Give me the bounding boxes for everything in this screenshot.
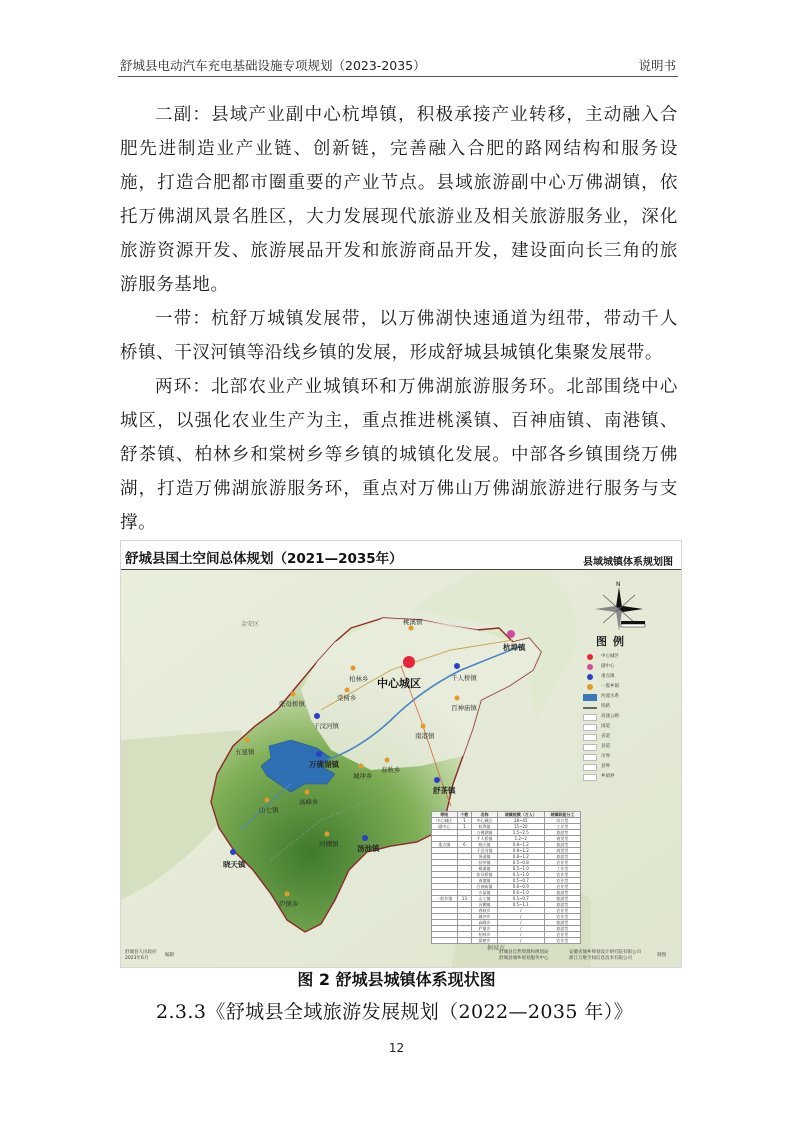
table-header-cell: 个数 bbox=[457, 812, 472, 818]
marker-wufoshan bbox=[245, 738, 250, 743]
legend-item bbox=[581, 733, 645, 742]
footer-left-line2: 2023年6月 bbox=[125, 956, 149, 961]
table-cell: 棠树乡 bbox=[472, 938, 498, 944]
paragraph-two-rings: 两环：北部农业产业城镇环和万佛湖旅游服务环。北部围绕中心城区，以强化农业生产为主，重点推进桃溪镇、百神庙镇、南港镇、舒茶镇、柏林乡和棠树乡等乡镇的城镇化发展。中部各乡镇围绕万佛湖，打造万佛湖旅游服务环，重点对万佛山万佛湖旅游进行服务与支撑。 bbox=[120, 377, 678, 533]
legend-item bbox=[581, 653, 645, 662]
footer-left-extra: 编制 bbox=[165, 953, 174, 958]
table-cell: 1.5~2.5 bbox=[497, 830, 544, 836]
label-nangang: 南港镇 bbox=[415, 732, 435, 740]
table-cell: 南港镇 bbox=[472, 878, 498, 884]
table-cell: 旅游型 bbox=[544, 902, 580, 908]
marker-wanfohu bbox=[316, 751, 322, 757]
legend-item bbox=[581, 763, 645, 772]
marker-tangshu bbox=[345, 688, 350, 693]
table-cell: 万佛湖镇 bbox=[472, 830, 498, 836]
table-cell: 农业型 bbox=[544, 872, 580, 878]
legend-label: 副中心 bbox=[601, 664, 615, 669]
table-cell: 重点镇 bbox=[432, 842, 458, 848]
table-cell: 商贸型 bbox=[544, 848, 580, 854]
paragraph-one-belt: 一带：杭舒万城镇发展带，以万佛湖快速通道为纽带，带动千人桥镇、干汊河镇等沿线乡镇的发展，形成舒城县城镇化集聚发展带。 bbox=[120, 309, 678, 363]
marker-tangchi bbox=[362, 835, 368, 841]
legend-item bbox=[581, 773, 645, 782]
table-cell: / bbox=[497, 938, 544, 944]
table-cell: 0.5~0.8 bbox=[497, 860, 544, 866]
table-cell: / bbox=[497, 914, 544, 920]
legend-box-icon bbox=[583, 734, 597, 741]
legend-item bbox=[581, 683, 645, 692]
marker-shanqi bbox=[265, 798, 270, 803]
legend-label: 铁路 bbox=[601, 704, 610, 709]
legend-label: 国道 bbox=[601, 724, 610, 729]
table-cell: 张母桥镇 bbox=[472, 872, 498, 878]
marker-luzhen bbox=[285, 892, 290, 897]
legend-dot-icon bbox=[587, 664, 593, 670]
legend-item bbox=[581, 743, 645, 752]
table-cell: 农业型 bbox=[544, 878, 580, 884]
map-legend bbox=[581, 633, 645, 783]
legend-label: 市界 bbox=[601, 754, 610, 759]
marker-bailin bbox=[351, 666, 356, 671]
table-cell: 综合型 bbox=[544, 818, 580, 824]
table-cell: 百神庙镇 bbox=[472, 884, 498, 890]
table-cell: 农业型 bbox=[544, 938, 580, 944]
table-cell: 0.5~0.7 bbox=[497, 878, 544, 884]
legend-swatch-icon bbox=[583, 694, 597, 701]
table-cell: 旅游型 bbox=[544, 896, 580, 902]
legend-box-icon bbox=[583, 714, 597, 721]
marker-chengguan bbox=[359, 764, 364, 769]
table-cell: 农业型 bbox=[544, 914, 580, 920]
table-cell: 旅游型 bbox=[544, 920, 580, 926]
table-cell: 0.5~1.0 bbox=[497, 866, 544, 872]
table-cell: 旅游型 bbox=[544, 926, 580, 932]
table-cell: 农业型 bbox=[544, 932, 580, 938]
compass-rose-icon bbox=[591, 585, 647, 633]
legend-box-icon bbox=[583, 724, 597, 731]
marker-hangbu bbox=[507, 630, 515, 638]
legend-items bbox=[581, 653, 645, 782]
table-cell: 1 bbox=[457, 818, 472, 824]
table-cell: 干汊河镇 bbox=[472, 848, 498, 854]
section-heading: 2.3.3《舒城县全域旅游发展规划（2022—2035 年）》 bbox=[156, 1001, 633, 1023]
legend-item bbox=[581, 693, 645, 702]
page-number: 12 bbox=[388, 1041, 405, 1055]
table-cell: 0.5~1.1 bbox=[497, 902, 544, 908]
legend-item bbox=[581, 723, 645, 732]
table-cell: 工业型 bbox=[544, 824, 580, 830]
marker-center bbox=[403, 656, 415, 668]
label-bailin: 柏林乡 bbox=[349, 675, 369, 683]
footer-left-line1: 舒城县人民政府 bbox=[125, 950, 157, 955]
marker-shucha bbox=[434, 777, 440, 783]
table-cell: 6 bbox=[457, 842, 472, 848]
marker-chunqiu bbox=[385, 758, 390, 763]
legend-item bbox=[581, 703, 645, 712]
table-cell: 0.5~0.7 bbox=[497, 896, 544, 902]
legend-line-icon bbox=[583, 707, 597, 709]
table-cell: / bbox=[497, 908, 544, 914]
table-cell: 0.8~1.2 bbox=[497, 848, 544, 854]
table-cell: 一般乡镇 bbox=[432, 896, 458, 902]
table-cell: 舒茶镇 bbox=[472, 860, 498, 866]
legend-label: 河流水系 bbox=[601, 694, 619, 699]
table-cell: / bbox=[497, 932, 544, 938]
legend-box-icon bbox=[583, 774, 597, 781]
table-cell: 旅游型 bbox=[544, 842, 580, 848]
table-cell: 庐镇乡 bbox=[472, 926, 498, 932]
marker-hepeng bbox=[325, 832, 330, 837]
map-subtitle: 县域城镇体系规划图 bbox=[583, 557, 673, 568]
table-cell: 五显镇 bbox=[472, 890, 498, 896]
table-cell: 副中心 bbox=[432, 824, 458, 830]
legend-label: 县界 bbox=[601, 764, 610, 769]
footer-right-line3: 安徽省城乡规划设计研究院有限公司 bbox=[569, 950, 641, 955]
table-header-cell: 名称 bbox=[472, 812, 498, 818]
legend-label: 县道 bbox=[601, 744, 610, 749]
label-shucha: 舒茶镇 bbox=[433, 786, 456, 795]
page-header bbox=[120, 56, 676, 74]
table-header-cell: 等级 bbox=[432, 812, 458, 818]
table-cell: 桃溪镇 bbox=[472, 866, 498, 872]
label-hepeng: 河棚镇 bbox=[319, 840, 339, 848]
compass-north-label: N bbox=[616, 581, 621, 588]
table-cell: 河棚镇 bbox=[472, 902, 498, 908]
legend-item bbox=[581, 663, 645, 672]
map-figure bbox=[120, 540, 682, 968]
label-region-se: 桐城市 bbox=[487, 945, 506, 952]
table-cell: 高峰乡 bbox=[472, 920, 498, 926]
label-tangshu: 棠树乡 bbox=[337, 694, 357, 702]
label-region-nw: 金安区 bbox=[241, 621, 260, 628]
table-cell: 农业型 bbox=[544, 860, 580, 866]
table-cell: 旅游型 bbox=[544, 854, 580, 860]
label-hangbu: 杭埠镇 bbox=[503, 643, 526, 652]
table-cell: 13 bbox=[457, 896, 472, 902]
table-cell: 晓天镇 bbox=[472, 842, 498, 848]
legend-label: 一般乡镇 bbox=[601, 684, 619, 689]
label-tangchi: 汤池镇 bbox=[357, 844, 380, 853]
table-cell: 0.6~1.0 bbox=[497, 890, 544, 896]
table-cell: 0.6~0.9 bbox=[497, 884, 544, 890]
marker-ganchahe bbox=[314, 713, 320, 719]
legend-label: 乡镇界 bbox=[601, 774, 615, 779]
table-header-cell: 城镇职能分工 bbox=[544, 812, 580, 818]
label-qianrenqiao: 千人桥镇 bbox=[451, 674, 477, 682]
table-row bbox=[432, 938, 581, 944]
footer-right-line1: 舒城县自然资源和规划局 bbox=[499, 950, 549, 955]
map-title: 舒城县国土空间总体规划（2021—2035年） bbox=[125, 551, 403, 567]
legend-label: 中心城区 bbox=[601, 654, 619, 659]
table-cell: 柏林乡 bbox=[472, 932, 498, 938]
header-title: 舒城县电动汽车充电基础设施专项规划（2023-2035） bbox=[120, 58, 426, 73]
legend-label: 重点镇 bbox=[601, 674, 615, 679]
legend-dot-icon bbox=[587, 684, 593, 690]
table-cell: 商贸型 bbox=[544, 836, 580, 842]
legend-item bbox=[581, 713, 645, 722]
label-center: 中心城区 bbox=[377, 677, 421, 690]
paragraph-two-subcenters: 二副：县域产业副中心杭埠镇，积极承接产业转移，主动融入合肥先进制造业产业链、创新链，完善融入合肥的路网结构和服务设施，打造合肥都市圈重要的产业节点。县域旅游副中心万佛湖镇，依托万佛湖风景名胜区，大力发展现代旅游业及相关旅游服务业，深化旅游资源开发、旅游展品开发和旅游商品开发，建设面向长三角的旅游服务基地。 bbox=[120, 105, 678, 295]
legend-item bbox=[581, 753, 645, 762]
table-cell: 0.8~1.2 bbox=[497, 842, 544, 848]
table-cell: / bbox=[497, 926, 544, 932]
table-cell: 1 bbox=[457, 824, 472, 830]
label-ganchahe: 干汊河镇 bbox=[313, 722, 339, 730]
marker-baishenmiao bbox=[455, 696, 460, 701]
table-cell: 山七镇 bbox=[472, 896, 498, 902]
label-shanqi: 山七镇 bbox=[259, 806, 279, 814]
table-cell: 农业型 bbox=[544, 908, 580, 914]
table-cell: 中心城区 bbox=[472, 818, 498, 824]
label-wufoshan: 五显镇 bbox=[235, 748, 255, 756]
table-cell: 15~20 bbox=[497, 824, 544, 830]
table-cell bbox=[432, 938, 458, 944]
table-cell bbox=[457, 938, 472, 944]
footer-right-line4: 浙江万维空间信息技术有限公司 bbox=[569, 956, 632, 961]
label-taoxi: 桃溪镇 bbox=[403, 618, 423, 626]
table-cell: 28~45 bbox=[497, 818, 544, 824]
legend-dot-icon bbox=[587, 674, 593, 680]
label-chunqiu: 春秋乡 bbox=[381, 766, 401, 774]
table-cell: 农业型 bbox=[544, 884, 580, 890]
header-doc-type: 说明书 bbox=[638, 58, 676, 73]
table-cell: 春秋乡 bbox=[472, 908, 498, 914]
label-baishenmiao: 百神庙镇 bbox=[451, 704, 477, 712]
legend-label: 省道 bbox=[601, 734, 610, 739]
legend-box-icon bbox=[583, 744, 597, 751]
marker-taoxi bbox=[409, 626, 414, 631]
legend-box-icon bbox=[583, 754, 597, 761]
label-wanfohu: 万佛湖镇 bbox=[309, 760, 339, 769]
footer-right-extra: 制图 bbox=[657, 953, 666, 958]
table-header-cell: 城镇规模（万人） bbox=[497, 812, 544, 818]
legend-box-icon bbox=[583, 764, 597, 771]
footer-right-line2: 舒城县城乡规划服务中心 bbox=[499, 956, 549, 961]
table-cell: 旅游型 bbox=[544, 890, 580, 896]
marker-nangang bbox=[421, 724, 426, 729]
label-xiaotian: 晓天镇 bbox=[223, 860, 246, 869]
table-cell: 旅游型 bbox=[544, 830, 580, 836]
legend-item bbox=[581, 673, 645, 682]
table-cell: / bbox=[497, 920, 544, 926]
table-cell: 0.5~1.0 bbox=[497, 872, 544, 878]
table-cell: 1.2~2 bbox=[497, 836, 544, 842]
table-cell: 0.8~1.2 bbox=[497, 854, 544, 860]
figure-caption: 图 2 舒城县城镇体系现状图 bbox=[297, 970, 496, 989]
marker-gaofeng bbox=[305, 790, 310, 795]
town-system-table bbox=[431, 811, 581, 944]
marker-zhangmuqiao bbox=[291, 692, 296, 697]
marker-xiaotian bbox=[230, 849, 236, 855]
table-cell: 千人桥镇 bbox=[472, 836, 498, 842]
label-luzhen: 庐镇乡 bbox=[279, 900, 299, 908]
table-body bbox=[432, 818, 581, 944]
marker-qianrenqiao bbox=[454, 663, 460, 669]
table-cell: 中心城区 bbox=[432, 818, 458, 824]
legend-label: 高速公路 bbox=[601, 714, 619, 719]
label-chengguan: 城冲乡 bbox=[353, 772, 373, 780]
table-cell: 杭埠镇 bbox=[472, 824, 498, 830]
header-rule bbox=[118, 76, 678, 77]
label-zhangmuqiao: 张母桥镇 bbox=[279, 700, 305, 708]
label-gaofeng: 高峰乡 bbox=[299, 798, 319, 806]
table-cell: 工业型 bbox=[544, 866, 580, 872]
legend-dot-icon bbox=[587, 654, 593, 660]
table-cell: 汤池镇 bbox=[472, 854, 498, 860]
legend-title: 图例 bbox=[596, 635, 630, 648]
table-cell: 城冲乡 bbox=[472, 914, 498, 920]
